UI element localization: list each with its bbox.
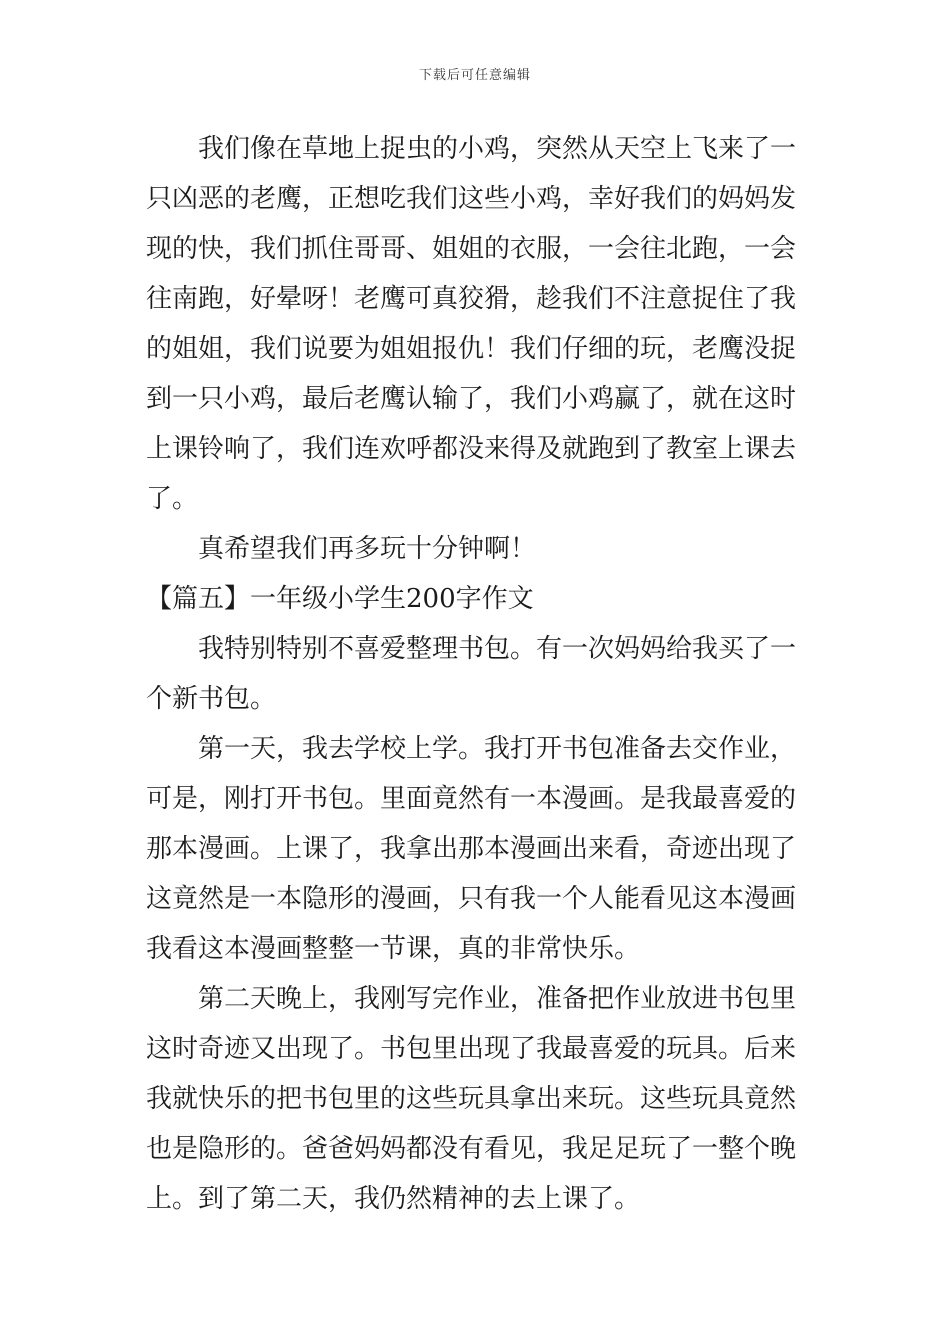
- text-line: 往南跑，好晕呀！老鹰可真狡猾，趁我们不注意捉住了我: [146, 284, 797, 314]
- text-line: 我看这本漫画整整一节课，真的非常快乐。: [146, 934, 641, 964]
- text-line: 第二天晚上，我刚写完作业，准备把作业放进书包里: [198, 984, 797, 1014]
- text-line: 真希望我们再多玩十分钟啊！: [198, 534, 537, 564]
- text-line: 我就快乐的把书包里的这些玩具拿出来玩。这些玩具竟然: [146, 1084, 797, 1114]
- text-line: 只凶恶的老鹰，正想吃我们这些小鸡，幸好我们的妈妈发: [146, 184, 797, 214]
- document-body: [146, 124, 808, 1224]
- text-line: 这竟然是一本隐形的漫画，只有我一个人能看见这本漫画: [146, 884, 797, 914]
- text-line: 上。到了第二天，我仍然精神的去上课了。: [146, 1184, 641, 1214]
- text-line: 我特别特别不喜爱整理书包。有一次妈妈给我买了一: [198, 634, 797, 664]
- section-heading: 【篇五】一年级小学生200字作文: [146, 584, 534, 614]
- text-line: 个新书包。: [146, 684, 277, 714]
- text-line: 了。: [146, 484, 199, 514]
- text-line: 我们像在草地上捉虫的小鸡，突然从天空上飞来了一: [198, 134, 797, 164]
- page-header: 下载后可任意编辑: [418, 68, 531, 83]
- text-line: 的姐姐，我们说要为姐姐报仇！我们仔细的玩，老鹰没捉: [146, 334, 797, 364]
- text-line: 也是隐形的。爸爸妈妈都没有看见，我足足玩了一整个晚: [146, 1134, 797, 1164]
- text-line: 那本漫画。上课了，我拿出那本漫画出来看，奇迹出现了: [146, 834, 797, 864]
- text-line: 这时奇迹又出现了。书包里出现了我最喜爱的玩具。后来: [146, 1034, 797, 1064]
- text-line: 第一天，我去学校上学。我打开书包准备去交作业，: [198, 734, 797, 764]
- text-line: 上课铃响了，我们连欢呼都没来得及就跑到了教室上课去: [146, 434, 797, 464]
- text-line: 可是，刚打开书包。里面竟然有一本漫画。是我最喜爱的: [146, 784, 797, 814]
- text-line: 到一只小鸡，最后老鹰认输了，我们小鸡赢了，就在这时: [146, 384, 797, 414]
- text-line: 现的快，我们抓住哥哥、姐姐的衣服，一会往北跑，一会: [146, 234, 797, 264]
